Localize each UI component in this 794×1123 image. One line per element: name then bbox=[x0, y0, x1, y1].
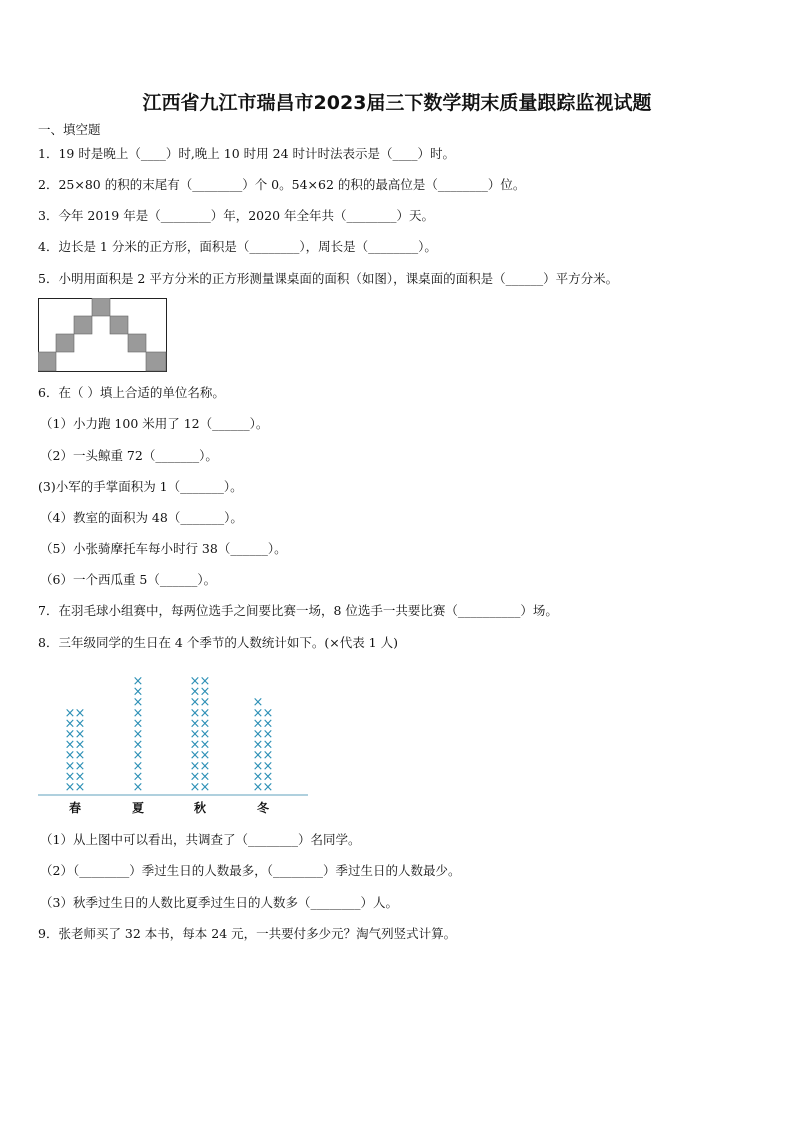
pictograph-mark: × bbox=[199, 705, 211, 721]
pictograph-mark: × bbox=[189, 780, 201, 795]
pictograph-mark: × bbox=[252, 748, 264, 764]
question-3: 3．今年 2019 年是（________）年，2020 年全年共（________）天。 bbox=[38, 208, 434, 223]
pictograph-mark: × bbox=[199, 695, 211, 711]
pictograph-mark: × bbox=[64, 705, 76, 721]
pictograph-mark: × bbox=[132, 769, 144, 785]
pictograph-mark: × bbox=[64, 769, 76, 785]
pictograph-mark: × bbox=[252, 780, 264, 795]
pictograph-mark: × bbox=[74, 758, 86, 774]
pictograph-mark: × bbox=[64, 780, 76, 795]
page-title: 江西省九江市瑞昌市2023届三下数学期末质量跟踪监视试题 bbox=[142, 92, 652, 114]
pictograph-mark: × bbox=[262, 716, 274, 732]
pictograph-mark: × bbox=[64, 748, 76, 764]
pictograph-mark: × bbox=[132, 716, 144, 732]
question-4: 4．边长是 1 分米的正方形，面积是（________），周长是（________）。 bbox=[38, 239, 437, 254]
pictograph-mark: × bbox=[199, 716, 211, 732]
pictograph-mark: × bbox=[252, 727, 264, 742]
question-5: 5．小明用面积是 2 平方分米的正方形测量课桌面的面积（如图），课桌面的面积是（______）平方分米。 bbox=[38, 271, 619, 286]
pictograph-mark: × bbox=[199, 727, 211, 742]
pictograph-mark: × bbox=[252, 695, 264, 711]
category-label: 春 bbox=[68, 801, 82, 814]
pictograph-mark: × bbox=[64, 758, 76, 774]
category-label: 冬 bbox=[256, 801, 270, 814]
pictograph-mark: × bbox=[199, 758, 211, 774]
pictograph-mark: × bbox=[74, 737, 86, 753]
pictograph-mark: × bbox=[74, 727, 86, 742]
question-6-4: （4）教室的面积为 48（_______）。 bbox=[40, 510, 243, 525]
pictograph-mark: × bbox=[199, 769, 211, 785]
pictograph-mark: × bbox=[132, 780, 144, 795]
pictograph-mark: × bbox=[74, 705, 86, 721]
pictograph-mark: × bbox=[74, 780, 86, 795]
pictograph-mark: × bbox=[74, 748, 86, 764]
pictograph-mark: × bbox=[199, 684, 211, 700]
pictograph-mark: × bbox=[189, 737, 201, 753]
question-1: 1．19 时是晚上（____）时,晚上 10 时用 24 时计时法表示是（____）时。 bbox=[38, 146, 456, 161]
section-heading: 一、填空题 bbox=[38, 122, 101, 137]
grid-square bbox=[56, 334, 74, 352]
grid-square bbox=[110, 316, 128, 334]
pictograph-mark: × bbox=[199, 737, 211, 753]
pictograph-mark: × bbox=[199, 780, 211, 795]
pictograph-mark: × bbox=[64, 716, 76, 732]
pictograph-mark: × bbox=[74, 769, 86, 785]
desk-grid-figure bbox=[38, 298, 168, 372]
pictograph-mark: × bbox=[189, 758, 201, 774]
category-label: 夏 bbox=[131, 801, 145, 814]
grid-square bbox=[92, 298, 110, 316]
grid-square bbox=[38, 352, 56, 371]
pictograph-mark: × bbox=[132, 674, 144, 689]
pictograph-mark: × bbox=[64, 737, 76, 753]
question-8-3: （3）秋季过生日的人数比夏季过生日的人数多（________）人。 bbox=[40, 895, 398, 910]
pictograph-mark: × bbox=[132, 737, 144, 753]
pictograph-mark: × bbox=[189, 748, 201, 764]
question-8-2: （2）（________）季过生日的人数最多，（________）季过生日的人数最少。 bbox=[40, 863, 461, 878]
question-6-2: （2）一头鲸重 72（_______）。 bbox=[40, 448, 218, 463]
pictograph-mark: × bbox=[262, 727, 274, 742]
pictograph-mark: × bbox=[64, 727, 76, 742]
question-6-1: （1）小力跑 100 米用了 12（______）。 bbox=[40, 416, 269, 431]
pictograph-mark: × bbox=[262, 748, 274, 764]
pictograph-mark: × bbox=[132, 748, 144, 764]
pictograph-mark: × bbox=[252, 769, 264, 785]
pictograph-mark: × bbox=[199, 748, 211, 764]
question-6-6: （6）一个西瓜重 5（______）。 bbox=[40, 572, 217, 587]
pictograph-mark: × bbox=[189, 716, 201, 732]
pictograph-mark: × bbox=[262, 780, 274, 795]
question-9: 9．张老师买了 32 本书，每本 24 元，一共要付多少元？淘气列竖式计算。 bbox=[38, 926, 457, 941]
pictograph-mark: × bbox=[189, 727, 201, 742]
pictograph-mark: × bbox=[189, 674, 201, 689]
pictograph-mark: × bbox=[189, 695, 201, 711]
question-6-3: (3)小军的手掌面积为 1（_______）。 bbox=[38, 479, 243, 494]
grid-square bbox=[146, 352, 166, 371]
question-8-1: （1）从上图中可以看出，共调查了（________）名同学。 bbox=[40, 832, 361, 847]
pictograph-mark: × bbox=[252, 758, 264, 774]
birthday-season-pictograph bbox=[38, 664, 318, 814]
pictograph-mark: × bbox=[189, 684, 201, 700]
question-6: 6．在（ ）填上合适的单位名称。 bbox=[38, 385, 225, 400]
pictograph-mark: × bbox=[199, 674, 211, 689]
pictograph-mark: × bbox=[252, 737, 264, 753]
pictograph-mark: × bbox=[262, 758, 274, 774]
grid-square bbox=[128, 334, 146, 352]
pictograph-mark: × bbox=[132, 684, 144, 700]
pictograph-mark: × bbox=[252, 716, 264, 732]
question-6-5: （5）小张骑摩托车每小时行 38（______）。 bbox=[40, 541, 287, 556]
pictograph-mark: × bbox=[262, 737, 274, 753]
question-8: 8．三年级同学的生日在 4 个季节的人数统计如下。(×代表 1 人) bbox=[38, 635, 398, 650]
pictograph-mark: × bbox=[262, 769, 274, 785]
pictograph-mark: × bbox=[132, 758, 144, 774]
pictograph-mark: × bbox=[132, 705, 144, 721]
pictograph-mark: × bbox=[189, 705, 201, 721]
pictograph-mark: × bbox=[74, 716, 86, 732]
category-label: 秋 bbox=[193, 801, 207, 814]
grid-square bbox=[74, 316, 92, 334]
pictograph-mark: × bbox=[262, 705, 274, 721]
question-2: 2．25×80 的积的末尾有（________）个 0。54×62 的积的最高位是（________）位。 bbox=[38, 177, 526, 192]
pictograph-mark: × bbox=[189, 769, 201, 785]
question-7: 7．在羽毛球小组赛中，每两位选手之间要比赛一场，8 位选手一共要比赛（__________）场。 bbox=[38, 603, 558, 618]
pictograph-mark: × bbox=[132, 695, 144, 711]
pictograph-mark: × bbox=[132, 727, 144, 742]
pictograph-mark: × bbox=[252, 705, 264, 721]
